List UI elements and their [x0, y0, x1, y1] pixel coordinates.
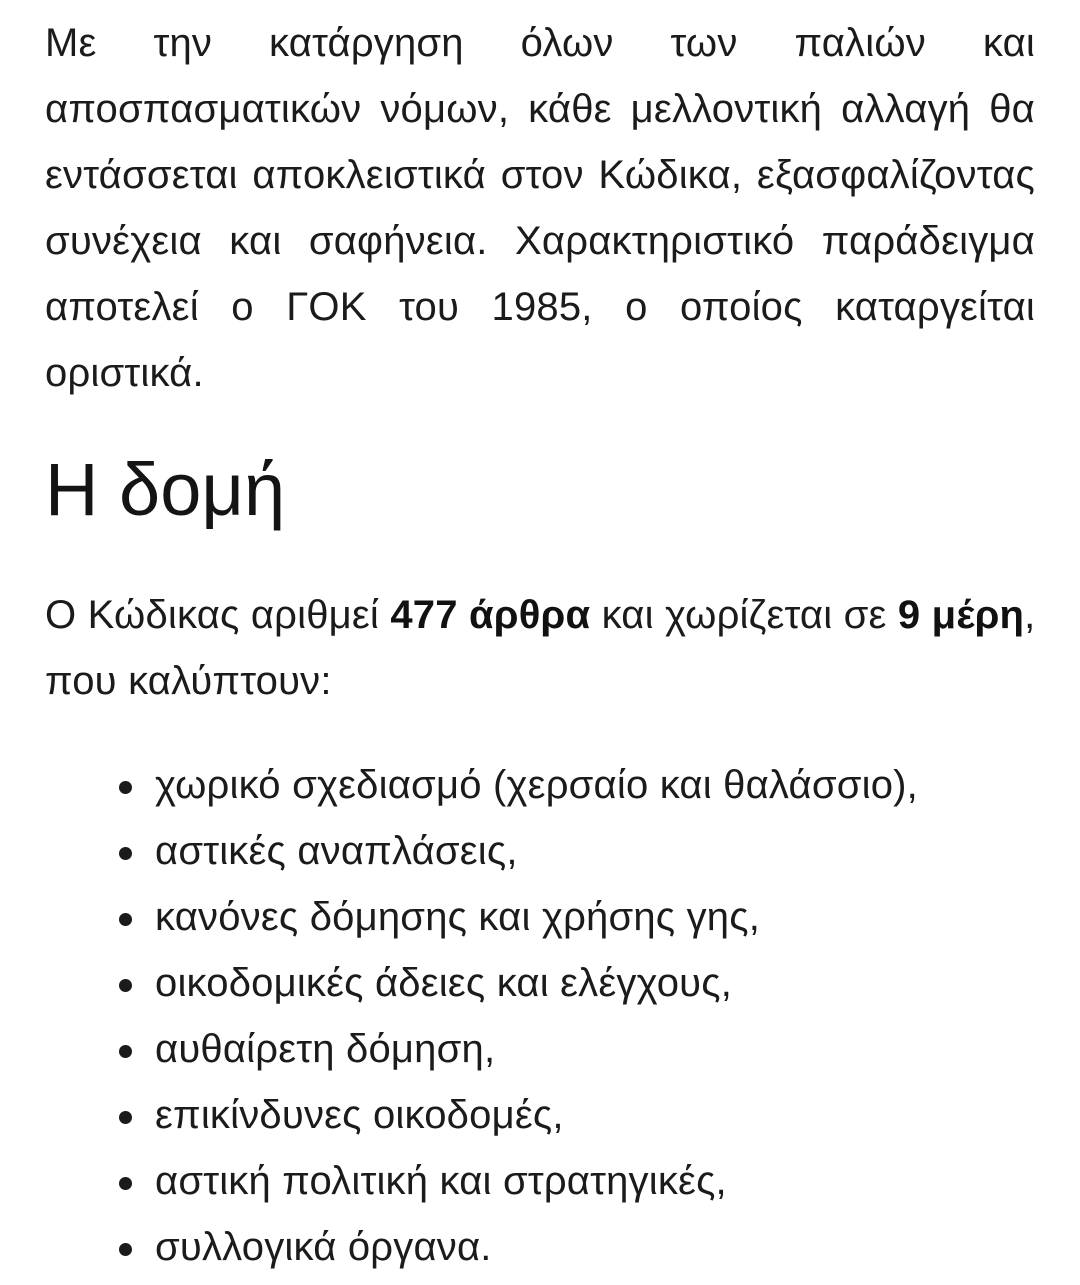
parts-count: 9 μέρη: [897, 593, 1025, 637]
structure-summary: [45, 582, 1040, 714]
list-item: [0, 818, 1080, 884]
intro-paragraph: Με την κατάργηση όλων των παλιών και αποσπασματικών νόμων, κάθε μελλοντική αλλαγή θα εντάσσεται αποκλειστικά στον Κώδικα, εξασφαλίζοντας συνέχεια και σαφήνεια. Χαρακτηριστικό παράδειγμα αποτελεί ο ΓΟΚ του 1985, ο οποίος καταργείται οριστικά.: [45, 21, 1035, 395]
list-item: [0, 752, 1080, 818]
list-item-text: επικίνδυνες οικοδομές,: [155, 1093, 564, 1137]
topics-list: [0, 752, 1080, 1280]
summary-suffix: , που καλύπτουν:: [45, 593, 1036, 703]
list-item-text: αστική πολιτική και στρατηγικές,: [155, 1159, 727, 1203]
list-item-text: οικοδομικές άδειες και ελέγχους,: [155, 961, 733, 1005]
list-item: [0, 1082, 1080, 1148]
list-item: [0, 1214, 1080, 1280]
bullet-icon: [119, 1111, 132, 1124]
bullet-icon: [119, 913, 132, 926]
bullet-icon: [119, 979, 132, 992]
bullet-icon: [119, 781, 132, 794]
list-item: [0, 1016, 1080, 1082]
bullet-icon: [119, 847, 132, 860]
list-item: [0, 950, 1080, 1016]
list-item-text: χωρικό σχεδιασμό (χερσαίο και θαλάσσιο),: [155, 763, 918, 807]
list-item-text: αστικές αναπλάσεις,: [155, 829, 518, 873]
list-item-text: συλλογικά όργανα.: [155, 1225, 492, 1269]
list-item-text: κανόνες δόμησης και χρήσης γης,: [155, 895, 761, 939]
bullet-icon: [119, 1243, 132, 1256]
articles-count: 477 άρθρα: [390, 593, 591, 637]
summary-prefix: Ο Κώδικας αριθμεί: [45, 593, 391, 637]
summary-middle: και χωρίζεται σε: [590, 593, 898, 637]
bullet-icon: [119, 1177, 132, 1190]
bullet-icon: [119, 1045, 132, 1058]
list-item: [0, 1148, 1080, 1214]
list-item: [0, 884, 1080, 950]
list-item-text: αυθαίρετη δόμηση,: [155, 1027, 496, 1071]
section-heading: Η δομή: [45, 448, 286, 531]
